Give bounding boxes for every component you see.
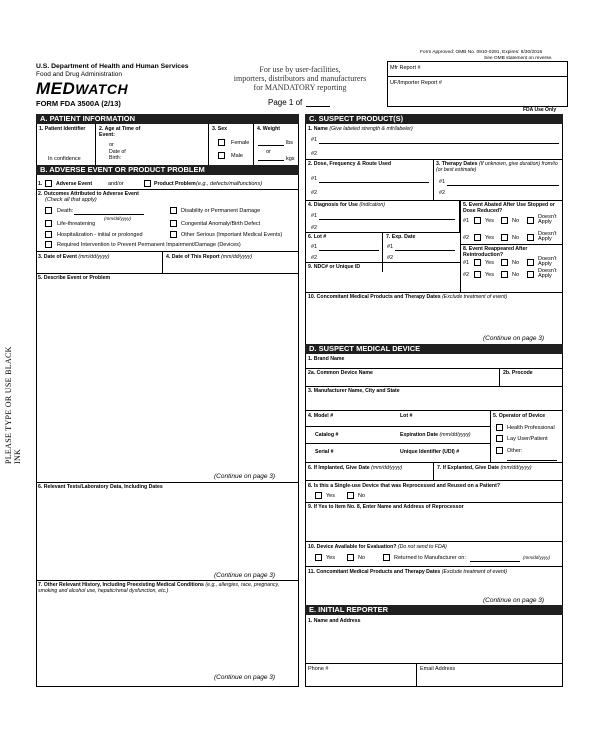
reporter-email-field[interactable] [417, 663, 563, 687]
mandatory-line-3: for MANDATORY reporting [253, 83, 347, 92]
reappeared-2-no-checkbox[interactable] [501, 271, 508, 278]
form-number: FORM FDA 3500A (2/13) [36, 99, 121, 108]
male-label: Male [231, 153, 243, 159]
hospitalization-label: Hospitalization - initial or prolonged [57, 232, 143, 238]
d-concomitant-label [308, 569, 507, 575]
c-name-label [308, 126, 413, 132]
patient-id-label: 1. Patient Identifier [39, 126, 86, 132]
section-a-header: A. PATIENT INFORMATION [36, 114, 299, 124]
weight-label: 4. Weight [257, 126, 280, 132]
weight-or-label: or [266, 149, 271, 155]
therapy-dates-label [436, 161, 561, 173]
section-a [36, 124, 299, 165]
and-or-label: and/or [108, 181, 124, 187]
product-problem-hint: (e.g., defects/malfunctions) [196, 181, 263, 187]
available-label [308, 544, 447, 550]
section-b: 1. Adverse Event and/or Product Problem (e.g., defects/malfunctions) 2. Outcomes Attributed to Adverse Event (Check all that apply) Death: (mm/dd/yyyy) Disability or Permanent Damage Life-threatening Congenital Anomaly/Birth Defect Hospitalization - initial or prolonged Other Serious (Important Medical Events) Required Intervention to Prevent Permanent Impairment/Damage (Devices) 3. Date of Event (mm/dd/yyyy) 4. Date of This Report (mm/dd/yyyy) 5. Describe Event or Problem (Continue on page 3) 6. Relevant Tests/Laboratory Data, Including Dates (Continue on page 3) 7. Other Relevant History, Including Preexisting Medical Conditions (e.g., allergies, race, pregnancy, smoking and alcohol use, hepatic/renal dysfunction, etc.) (Continue on page 3) [36, 175, 299, 687]
reappeared-1-na-checkbox[interactable] [527, 259, 534, 266]
therapy-1-field[interactable] [447, 185, 559, 186]
dose-2-label: #2 [311, 190, 318, 196]
continue-note-5: (Continue on page 3) [214, 473, 276, 480]
reappeared-1-label: #1 [463, 260, 470, 266]
available-yes-checkbox[interactable] [315, 554, 322, 561]
date-of-event-hint: (mm/dd/yyyy) [78, 254, 110, 260]
product-problem-checkbox[interactable] [144, 180, 151, 187]
reappeared-label: 8. Event Reappeared After Reintroduction? [463, 246, 528, 258]
udi-label: Unique Identifier (UDI) # [400, 449, 460, 455]
abated-1-na-checkbox[interactable] [527, 217, 534, 224]
reprocessor-field[interactable] [305, 511, 563, 541]
single-use-no-checkbox[interactable] [347, 492, 354, 499]
section-e-header: E. INITIAL REPORTER [305, 605, 563, 615]
dose-label: 2. Dose, Frequency & Route Used [308, 161, 392, 167]
reporter-name-field[interactable] [305, 625, 563, 663]
fda-use-label: FDA Use Only [523, 107, 557, 113]
disability-checkbox[interactable] [170, 207, 177, 214]
c-name-hint: (Give labeled strength & mfr/labeler) [329, 126, 413, 132]
reappeared-1-yes-checkbox[interactable] [474, 259, 481, 266]
diagnosis-hint: (Indication) [359, 202, 385, 208]
lot-1-label: #1 [311, 244, 318, 250]
reporter-name-label: 1. Name and Address [308, 618, 361, 624]
manufacturer-label: 3. Manufacturer Name, City and State [308, 388, 400, 394]
available-yes-label: Yes [326, 555, 335, 561]
mandatory-line-2: importers, distributors and manufacturers [233, 74, 367, 83]
lay-user-checkbox[interactable] [496, 435, 503, 442]
explanted-label [437, 465, 532, 471]
implanted-text: 6. If Implanted, Give Date [308, 465, 370, 471]
other-operator-label: Other: [507, 448, 523, 454]
reappeared-2-label: #2 [463, 272, 470, 278]
explanted-text: 7. If Explanted, Give Date [437, 465, 499, 471]
section-b-header: B. ADVERSE EVENT OR PRODUCT PROBLEM [36, 165, 299, 175]
lot-1-field[interactable] [319, 250, 379, 251]
returned-checkbox[interactable] [383, 554, 390, 561]
exp-1-field[interactable] [395, 250, 455, 251]
c-concomitant-hint: (Exclude treatment of event) [442, 294, 508, 300]
abated-2-no-label: No [512, 235, 520, 241]
serial-label: Serial # [315, 449, 334, 455]
returned-date-hint: (mm/dd/yyyy) [523, 555, 550, 560]
male-checkbox[interactable] [218, 152, 225, 159]
section-e [305, 615, 563, 687]
reappeared-1-na-label: Doesn't Apply [538, 256, 557, 267]
abated-1-yes-label: Yes [485, 218, 494, 224]
uf-report-label: UF/Importer Report # [390, 80, 442, 86]
therapy-2-label: #2 [439, 190, 446, 196]
other-history-hint: (e.g., allergies, race, pregnancy, smoking and alcohol use, hepatic/renal dysfunction, etc.) [38, 582, 280, 594]
diagnosis-label [308, 202, 385, 208]
page-of-label: Page 1 of [268, 98, 303, 107]
lbs-label: lbs [286, 140, 294, 146]
abated-2-na-checkbox[interactable] [527, 234, 534, 241]
single-use-yes-label: Yes [326, 493, 335, 499]
life-threatening-label: Life-threatening [57, 221, 96, 227]
death-label: Death: [57, 208, 74, 214]
single-use-label: 8. Is this a Single-use Device that was Reprocessed and Reused on a Patient? [308, 483, 500, 489]
diagnosis-2-label: #2 [311, 225, 318, 231]
model-label: 4. Model # [308, 413, 334, 419]
in-confidence-label: In confidence [48, 156, 81, 162]
other-history-field[interactable] [36, 597, 299, 673]
phone-label: Phone # [308, 666, 329, 672]
section-d [305, 354, 563, 604]
expiration-text: Expiration Date [400, 432, 439, 438]
event-abated-label: 5. Event Abated After Use Stopped or Dose Reduced? [463, 202, 555, 214]
lay-user-label: Lay User/Patient [507, 436, 548, 442]
date-of-report-label [166, 254, 252, 260]
reappeared-2-yes-label: Yes [485, 272, 494, 278]
female-checkbox[interactable] [218, 139, 225, 146]
exp-date-label: 7. Exp. Date [386, 234, 416, 240]
congenital-checkbox[interactable] [170, 220, 177, 227]
sex-label: 3. Sex [212, 126, 227, 132]
catalog-exp-field[interactable] [305, 427, 490, 444]
female-label: Female [231, 140, 250, 146]
c-concomitant-label [308, 294, 507, 300]
lab-data-label: 6. Relevant Tests/Laboratory Data, Including Dates [38, 484, 163, 490]
medwatch-logo: MEDWATCH [36, 79, 129, 98]
life-threatening-checkbox[interactable] [45, 220, 52, 227]
returned-date-field[interactable] [470, 561, 520, 562]
common-name-label: 2a. Common Device Name [308, 370, 373, 376]
ndc-label: 9. NDC# or Unique ID [308, 264, 361, 270]
abated-2-no-checkbox[interactable] [501, 234, 508, 241]
email-label: Email Address [420, 666, 456, 672]
continue-note-c10: (Continue on page 3) [483, 335, 545, 342]
d-concomitant-hint: (Exclude treatment of event) [441, 569, 507, 575]
other-operator-field[interactable] [507, 460, 557, 461]
dose-1-field[interactable] [319, 182, 429, 183]
date-of-report-hint: (mm/dd/yyyy) [221, 254, 253, 260]
other-serious-label: Other Serious (Important Medical Events) [181, 232, 283, 238]
abated-1-label: #1 [463, 218, 470, 224]
d-concomitant-text: 11. Concomitant Medical Products and Therapy Dates [308, 569, 441, 575]
adverse-event-label: Adverse Event [56, 181, 93, 187]
outcomes-hint: (Check all that apply) [45, 197, 97, 203]
weight-lbs-field[interactable] [258, 145, 284, 146]
available-no-label: No [358, 555, 366, 561]
c-name-2-label: #2 [311, 151, 318, 157]
explanted-hint: (mm/dd/yyyy) [500, 465, 532, 471]
other-history-text: 7. Other Relevant History, Including Preexisting Medical Conditions [38, 582, 204, 588]
omb-statement: See OMB statement on reverse. [484, 56, 553, 61]
required-intervention-checkbox[interactable] [45, 241, 52, 248]
lab-data-field[interactable] [36, 491, 299, 573]
agency-name: Food and Drug Administration [36, 71, 122, 78]
therapy-1-label: #1 [439, 179, 446, 185]
date-of-report-text: 4. Date of This Report [166, 254, 220, 260]
congenital-label: Congenital Anomaly/Birth Defect [181, 221, 261, 227]
c-name-text: 1. Name [308, 126, 328, 132]
other-history-label [38, 582, 293, 594]
available-text: 10. Device Available for Evaluation? [308, 544, 397, 550]
available-no-checkbox[interactable] [347, 554, 354, 561]
continue-note-d11: (Continue on page 3) [483, 597, 545, 604]
continue-note-6: (Continue on page 3) [214, 572, 276, 579]
reappeared-2-na-checkbox[interactable] [527, 271, 534, 278]
single-use-no-label: No [358, 493, 366, 499]
or-label: or [109, 142, 114, 148]
age-label: 2. Age at Time of Event: [99, 126, 141, 138]
section-c [305, 124, 563, 342]
brand-name-label: 1. Brand Name [308, 356, 345, 362]
other-serious-checkbox[interactable] [170, 231, 177, 238]
outcomes-label: 2. Outcomes Attributed to Adverse Event [38, 191, 139, 197]
lot-label: 6. Lot # [308, 234, 327, 240]
health-professional-label: Health Professional [507, 425, 555, 431]
other-operator-checkbox[interactable] [496, 447, 503, 454]
date-of-event-label [38, 254, 110, 260]
diagnosis-text: 4. Diagnosis for Use [308, 202, 358, 208]
lot-2-label: #2 [311, 255, 318, 261]
date-of-event-text: 3. Date of Event [38, 254, 77, 260]
catalog-label: Catalog # [315, 432, 339, 438]
available-hint: (Do not send to FDA) [397, 544, 447, 550]
reappeared-1-no-label: No [512, 260, 520, 266]
lot-d-label: Lot # [400, 413, 413, 419]
describe-event-field[interactable] [36, 283, 299, 479]
single-use-yes-checkbox[interactable] [315, 492, 322, 499]
abated-1-na-label: Doesn't Apply [538, 214, 557, 225]
department-name: U.S. Department of Health and Human Services [36, 63, 189, 70]
adverse-event-checkbox[interactable] [45, 180, 52, 187]
death-checkbox[interactable] [45, 207, 52, 214]
reappeared-2-no-label: No [512, 272, 520, 278]
therapy-dates-hint: (If unknown, give duration) from/to (or best estimate) [436, 161, 558, 173]
model-lot-field[interactable] [305, 410, 490, 427]
dose-1-label: #1 [311, 176, 318, 182]
mandatory-note [230, 65, 370, 92]
implanted-label [308, 465, 402, 471]
section-d-header: D. SUSPECT MEDICAL DEVICE [305, 344, 563, 354]
diagnosis-1-field[interactable] [319, 219, 455, 220]
required-intervention-label: Required Intervention to Prevent Permanent Impairment/Damage (Devices) [57, 242, 241, 248]
diagnosis-1-label: #1 [311, 213, 318, 219]
returned-label: Returned to Manufacturer on: [394, 555, 466, 561]
reappeared-1-no-checkbox[interactable] [501, 259, 508, 266]
describe-event-label: 5. Describe Event or Problem [38, 275, 111, 281]
c-concomitant-field[interactable] [305, 301, 563, 333]
abated-2-yes-checkbox[interactable] [474, 234, 481, 241]
exp-1-label: #1 [387, 244, 394, 250]
kgs-label: kgs [286, 156, 295, 162]
reprocessor-label: 9. If Yes to Item No. 8, Enter Name and Address of Reprocessor [308, 504, 464, 510]
dob-label: Date of Birth: [109, 149, 126, 161]
abated-2-yes-label: Yes [485, 235, 494, 241]
death-date-hint: (mm/dd/yyyy) [104, 216, 131, 221]
mfr-report-label: Mfr Report # [390, 65, 421, 71]
death-date-field[interactable] [74, 214, 144, 215]
ink-instruction: PLEASE TYPE OR USE BLACK INK [4, 346, 22, 464]
mandatory-line-1: For use by user-facilities, [259, 65, 341, 74]
page-count-field[interactable] [306, 106, 330, 107]
disability-label: Disability or Permanent Damage [181, 208, 261, 214]
hospitalization-checkbox[interactable] [45, 231, 52, 238]
operator-label: 5. Operator of Device [493, 413, 546, 419]
weight-kgs-field[interactable] [258, 160, 284, 161]
reappeared-2-yes-checkbox[interactable] [474, 271, 481, 278]
health-professional-checkbox[interactable] [496, 424, 503, 431]
c-concomitant-text: 10. Concomitant Medical Products and Therapy Dates [308, 294, 441, 300]
product-problem-label: Product Problem [154, 181, 196, 187]
implanted-hint: (mm/dd/yyyy) [371, 465, 403, 471]
continue-note-7: (Continue on page 3) [214, 674, 276, 681]
c-name-1-field[interactable] [319, 143, 559, 144]
abated-1-yes-checkbox[interactable] [474, 217, 481, 224]
section-c-header: C. SUSPECT PRODUCT(S) [305, 114, 563, 124]
abated-1-no-checkbox[interactable] [501, 217, 508, 224]
expiration-hint: (mm/dd/yyyy) [439, 432, 471, 438]
reappeared-1-yes-label: Yes [485, 260, 494, 266]
abated-2-na-label: Doesn't Apply [538, 231, 557, 242]
abated-1-no-label: No [512, 218, 520, 224]
c-name-1-label: #1 [311, 137, 318, 143]
reappeared-2-na-label: Doesn't Apply [538, 268, 557, 279]
omb-notice: Form Approved: OMB No. 0910-0291, Expires: 6/30/2015 [420, 50, 543, 55]
exp-2-label: #2 [387, 255, 394, 261]
abated-2-label: #2 [463, 235, 470, 241]
therapy-dates-text: 3. Therapy Dates [436, 161, 478, 167]
procode-label: 2b. Procode [503, 370, 533, 376]
